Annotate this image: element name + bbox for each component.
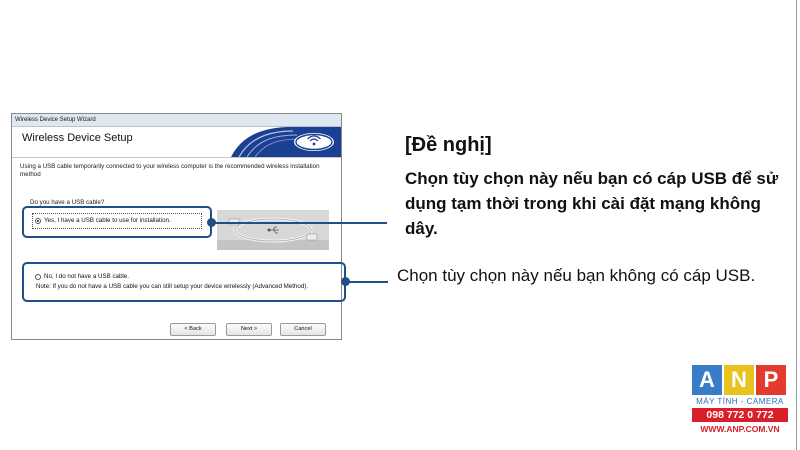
dialog-description: Using a USB cable temporarily connected to your wireless computer is the recommended wireless installation method bbox=[20, 163, 320, 178]
logo-letter-p: P bbox=[756, 365, 786, 395]
logo-tagline: MÁY TÍNH - CAMERA bbox=[696, 397, 784, 406]
dialog-body bbox=[12, 158, 341, 342]
usb-question: Do you have a USB cable? bbox=[30, 199, 105, 206]
logo-phone: 098 772 0 772 bbox=[692, 408, 788, 422]
cancel-button[interactable]: Cancel bbox=[280, 323, 326, 336]
option-no-note: Note: If you do not have a USB cable you can still setup your device wirelessly (Advanced Method). bbox=[36, 283, 309, 290]
highlight-option-no bbox=[22, 262, 346, 302]
next-button[interactable]: Next > bbox=[226, 323, 272, 336]
usb-cable-image bbox=[217, 210, 329, 250]
connector-line-yes bbox=[212, 222, 387, 224]
wireless-logo-banner bbox=[221, 127, 341, 157]
logo-letters bbox=[692, 365, 788, 395]
connector-line-no bbox=[346, 281, 388, 283]
logo-letter-a: A bbox=[692, 365, 722, 395]
dialog-titlebar: Wireless Device Setup Wizard bbox=[12, 114, 341, 127]
anp-logo bbox=[692, 365, 788, 441]
alternative-text: Chọn tùy chọn này nếu bạn không có cáp USB. bbox=[397, 266, 756, 285]
dialog-heading: Wireless Device Setup bbox=[22, 132, 133, 144]
dialog-header bbox=[12, 127, 341, 158]
logo-website: WWW.ANP.COM.VN bbox=[700, 424, 780, 434]
logo-letter-n: N bbox=[724, 365, 754, 395]
recommend-title: [Đề nghị] bbox=[405, 134, 492, 156]
option-no-label: No, I do not have a USB cable. bbox=[44, 273, 129, 280]
option-yes-label: Yes, I have a USB cable to use for installation. bbox=[44, 217, 171, 224]
back-button[interactable]: < Back bbox=[170, 323, 216, 336]
highlight-option-yes bbox=[22, 206, 212, 238]
recommend-text: Chọn tùy chọn này nếu bạn có cáp USB để sử dụng tạm thời trong khi cài đặt mạng không dây. bbox=[405, 169, 779, 238]
